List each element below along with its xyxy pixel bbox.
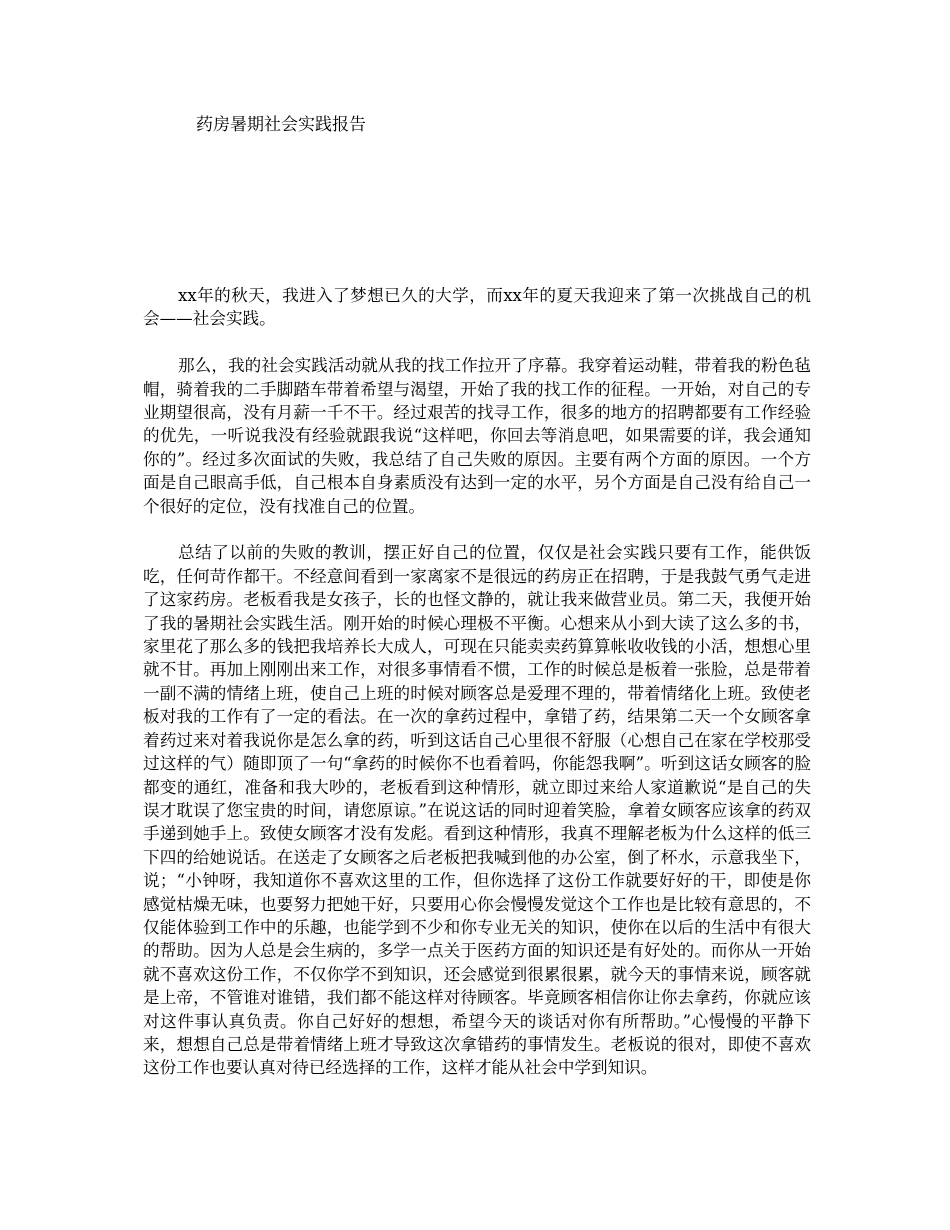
paragraph-2: 那么，我的社会实践活动就从我的找工作拉开了序幕。我穿着运动鞋，带着我的粉色毡帽，骑着我的二手脚踏车带着希望与渴望，开始了我的找工作的征程。一开始，对自己的专业期望很高，没有月薪一千不干。经过艰苦的找寻工作，很多的地方的招聘都要有工作经验的优先，一听说我没有经验就跟我说“这样吧，你回去等消息吧，如果需要的详，我会通知你的”。经过多次面试的失败，我总结了自己失败的原因。主要有两个方面的原因。一个方面是自己眼高手低，自己根本自身素质没有达到一定的水平，另个方面是自己没有给自己一个很好的定位，没有找准自己的位置。 (143, 356, 811, 516)
document-body (143, 284, 811, 1103)
document-title: 药房暑期社会实践报告 (196, 115, 366, 135)
paragraph-3: 总结了以前的失败的教训，摆正好自己的位置，仅仅是社会实践只要有工作，能供饭吃，任何苛作都干。不经意间看到一家离家不是很远的药房正在招聘，于是我鼓气勇气走进了这家药房。老板看我是女孩子，长的也怪文静的，就让我来做营业员。第二天，我便开始了我的暑期社会实践生活。刚开始的时候心理极不平衡。心想来从小到大读了这么多的书，家里花了那么多的钱把我培养长大成人，可现在只能卖卖药算算帐收收钱的小活，想想心里就不甘。再加上刚刚出来工作，对很多事情看不惯，工作的时候总是板着一张脸，总是带着一副不满的情绪上班，使自己上班的时候对顾客总是爱理不理的，带着情绪化上班。致使老板对我的工作有了一定的看法。在一次的拿药过程中，拿错了药，结果第二天一个女顾客拿着药过来对着我说你是怎么拿的药，听到这话自己心里很不舒服（心想自己在家在学校那受过这样的气）随即顶了一句“拿药的时候你不也看着吗，你能怨我啊”。听到这话女顾客的脸都变的通红，准备和我大吵的，老板看到这种情形，就立即过来给人家道歉说“是自己的失误才耽误了您宝贵的时间，请您原谅。”在说这话的同时迎着笑脸，拿着女顾客应该拿的药双手递到她手上。致使女顾客才没有发彪。看到这种情形，我真不理解老板为什么这样的低三下四的给她说话。在送走了女顾客之后老板把我喊到他的办公室，倒了杯水，示意我坐下，说；“小钟呀，我知道你不喜欢这里的工作，但你选择了这份工作就要好好的干，即使是你感觉枯燥无味，也要努力把她干好，只要用心你会慢慢发觉这个工作也是比较有意思的，不仅能体验到工作中的乐趣，也能学到不少和你专业无关的知识，使你在以后的生活中有很大的帮助。因为人总是会生病的，多学一点关于医药方面的知识还是有好处的。而你从一开始就不喜欢这份工作，不仅你学不到知识，还会感觉到很累很累，就今天的事情来说，顾客就是上帝，不管谁对谁错，我们都不能这样对待顾客。毕竟顾客相信你让你去拿药，你就应该对这件事认真负责。你自己好好的想想，希望今天的谈话对你有所帮助。”心慢慢的平静下来，想想自己总是带着情绪上班才导致这次拿错药的事情发生。老板说的很对，即使不喜欢这份工作也要认真对待已经选择的工作，这样才能从社会中学到知识。 (143, 543, 811, 1078)
paragraph-1: xx年的秋天，我进入了梦想已久的大学，而xx年的夏天我迎来了第一次挑战自己的机会——社会实践。 (143, 286, 811, 329)
